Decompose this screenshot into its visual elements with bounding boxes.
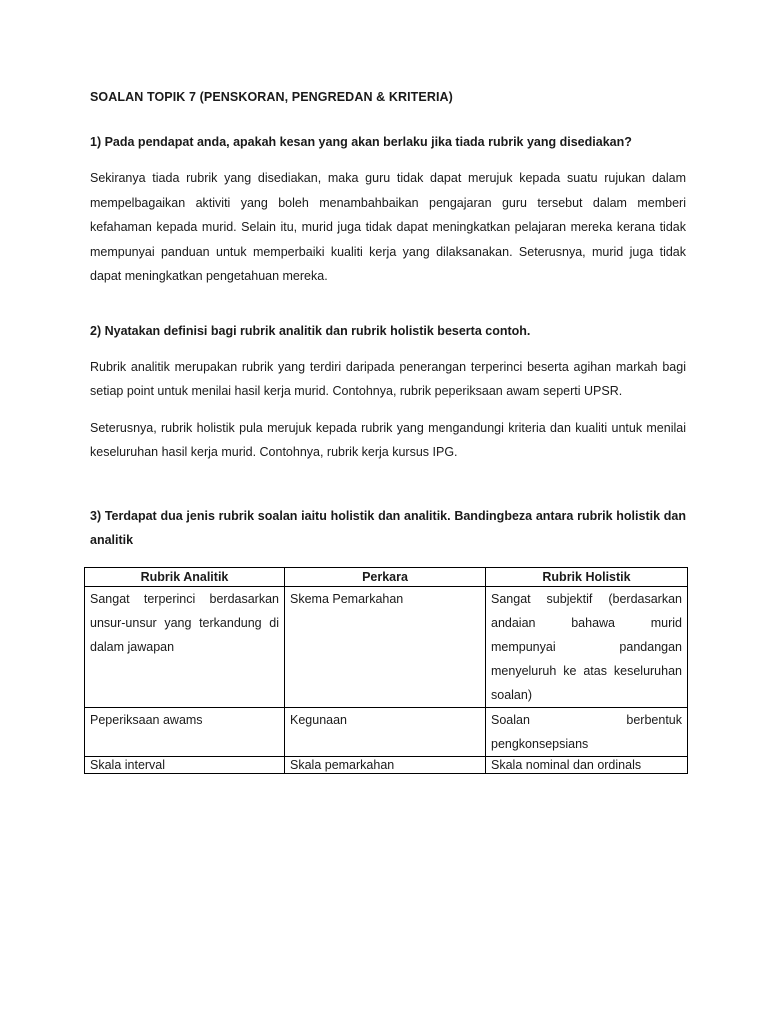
table-row (85, 756, 688, 773)
table-header-row (85, 567, 688, 586)
table-header-cell: Rubrik Analitik (85, 567, 285, 586)
table-row (85, 707, 688, 756)
question-2: 2) Nyatakan definisi bagi rubrik analitik dan rubrik holistik beserta contoh. (90, 323, 531, 338)
table-cell: Skala nominal dan ordinals (486, 756, 688, 773)
document-title: SOALAN TOPIK 7 (PENSKORAN, PENGREDAN & KRITERIA) (90, 90, 453, 104)
table-cell: Sangat terperinci berdasarkan unsur-unsur yang terkandung di dalam jawapan (85, 586, 285, 707)
question-3: 3) Terdapat dua jenis rubrik soalan iaitu holistik dan analitik. Bandingbeza antara rubrik holistik dan analitik (90, 508, 686, 547)
table-cell: Peperiksaan awams (85, 707, 285, 756)
table-cell: Sangat subjektif (berdasarkan andaian bahawa murid mempunyai pandangan menyeluruh ke atas keseluruhan soalan) (486, 586, 688, 707)
table-header-cell: Perkara (285, 567, 486, 586)
comparison-table (84, 567, 688, 774)
table-row (85, 586, 688, 707)
table-cell: Skala interval (85, 756, 285, 773)
table-cell: Kegunaan (285, 707, 486, 756)
table-cell: Skema Pemarkahan (285, 586, 486, 707)
document-content (90, 90, 686, 774)
question-1: 1) Pada pendapat anda, apakah kesan yang akan berlaku jika tiada rubrik yang disediakan? (90, 135, 632, 149)
table-header-cell: Rubrik Holistik (486, 567, 688, 586)
answer-2-analitik: Rubrik analitik merupakan rubrik yang terdiri daripada penerangan terperinci beserta agihan markah bagi setiap point untuk menilai hasil kerja murid. Contohnya, rubrik peperiksaan awam seperti UPSR. (90, 359, 686, 398)
answer-1: Sekiranya tiada rubrik yang disediakan, maka guru tidak dapat merujuk kepada suatu rujukan dalam mempelbagaikan aktiviti yang boleh menambahbaikan pengajaran guru tersebut dalam memberi kefahaman kepada murid. Selain itu, murid juga tidak dapat meningkatkan pelajaran mereka kerana tidak mempunyai panduan untuk memperbaiki kualiti kerja yang dilaksanakan. Seterusnya, murid juga tidak dapat meningkatkan pengetahuan mereka. (90, 171, 686, 283)
table-cell: Soalan berbentuk pengkonsepsians (486, 707, 688, 756)
table-cell: Skala pemarkahan (285, 756, 486, 773)
answer-2-holistik: Seterusnya, rubrik holistik pula merujuk kepada rubrik yang mengandungi kriteria dan kualiti untuk menilai keseluruhan hasil kerja murid. Contohnya, rubrik kerja kursus IPG. (90, 420, 686, 459)
